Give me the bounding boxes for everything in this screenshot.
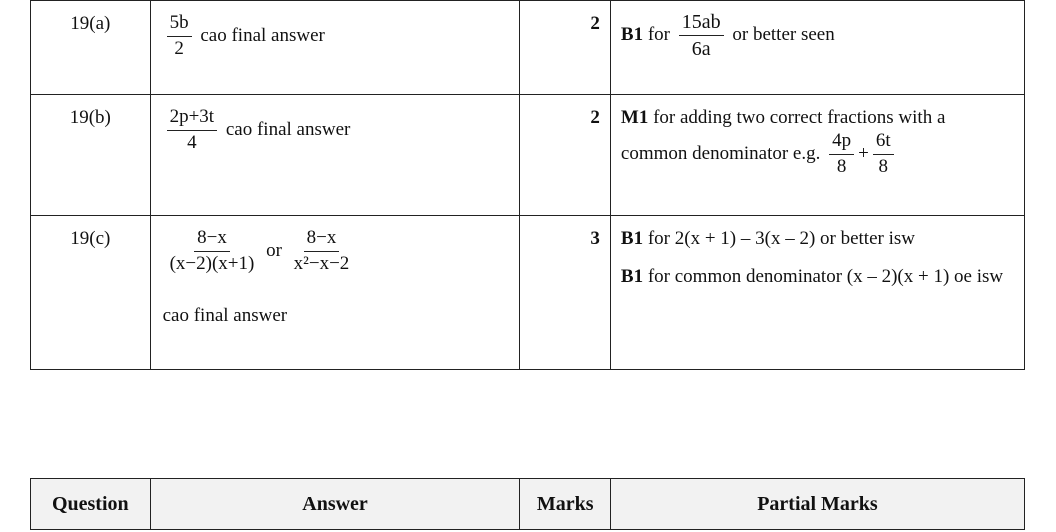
mark-code: B1 [620, 228, 644, 249]
header-row [31, 479, 1025, 530]
marks-value: 2 [520, 95, 610, 216]
partial-fraction [679, 11, 724, 60]
mark-scheme-table [30, 0, 1025, 370]
fraction-numerator: 8−x [304, 228, 340, 252]
table-row [31, 95, 1025, 216]
fraction-denominator: 4 [187, 131, 197, 153]
example-fraction [829, 131, 854, 178]
partial-text: for common denominator (x – 2)(x + 1) oe isw [647, 265, 1004, 287]
header-question: Question [31, 479, 151, 530]
mark-code: B1 [620, 265, 644, 287]
marks-value: 2 [520, 1, 610, 95]
fraction-denominator: (x−2)(x+1) [169, 252, 255, 274]
answer-fraction [167, 13, 192, 60]
answer-cell [150, 1, 520, 95]
question-number: 19(b) [31, 95, 151, 216]
header-answer: Answer [150, 479, 520, 530]
fraction-numerator: 6t [873, 131, 894, 155]
fraction-denominator: 8 [878, 155, 888, 177]
fraction-numerator: 5b [167, 13, 192, 37]
header-partial-marks: Partial Marks [610, 479, 1024, 530]
marks-value: 3 [520, 216, 610, 370]
criterion [621, 264, 1016, 290]
answer-text: cao final answer [200, 24, 325, 46]
plus-sign: + [858, 142, 869, 164]
fraction-denominator: 2 [174, 37, 184, 59]
table-row [31, 1, 1025, 95]
fraction-denominator: x²−x−2 [293, 252, 350, 274]
fraction-numerator: 2p+3t [167, 107, 218, 131]
fraction-denominator: 8 [836, 155, 847, 177]
or-text: or [266, 239, 282, 261]
answer-cell [150, 216, 520, 370]
partial-marks-cell [610, 216, 1024, 370]
question-number: 19(c) [31, 216, 151, 370]
criterion [621, 226, 1016, 252]
partial-text: common denominator e.g. [620, 142, 821, 164]
partial-marks-cell [610, 95, 1024, 216]
answer-cell [150, 95, 520, 216]
fraction-numerator: 15ab [679, 11, 724, 36]
answer-text: cao final answer [162, 304, 288, 326]
mark-code: M1 [620, 107, 649, 128]
partial-text: for 2(x + 1) – 3(x – 2) or better isw [647, 228, 915, 249]
question-number: 19(a) [31, 1, 151, 95]
fraction-denominator: 6a [691, 38, 711, 60]
table-row [31, 216, 1025, 370]
mark-code: B1 [620, 23, 644, 45]
answer-fraction [167, 228, 258, 275]
partial-text: for [647, 23, 670, 45]
header-marks: Marks [520, 479, 610, 530]
example-fraction [873, 131, 894, 178]
answer-fraction [291, 228, 353, 275]
next-table-header [30, 478, 1025, 530]
partial-text: or better seen [732, 23, 835, 45]
partial-text: for adding two correct fractions with a [653, 107, 946, 128]
partial-marks-cell [610, 1, 1024, 95]
fraction-numerator: 4p [829, 131, 854, 155]
answer-fraction [167, 107, 218, 154]
fraction-numerator: 8−x [194, 228, 230, 252]
answer-text: cao final answer [225, 118, 351, 140]
